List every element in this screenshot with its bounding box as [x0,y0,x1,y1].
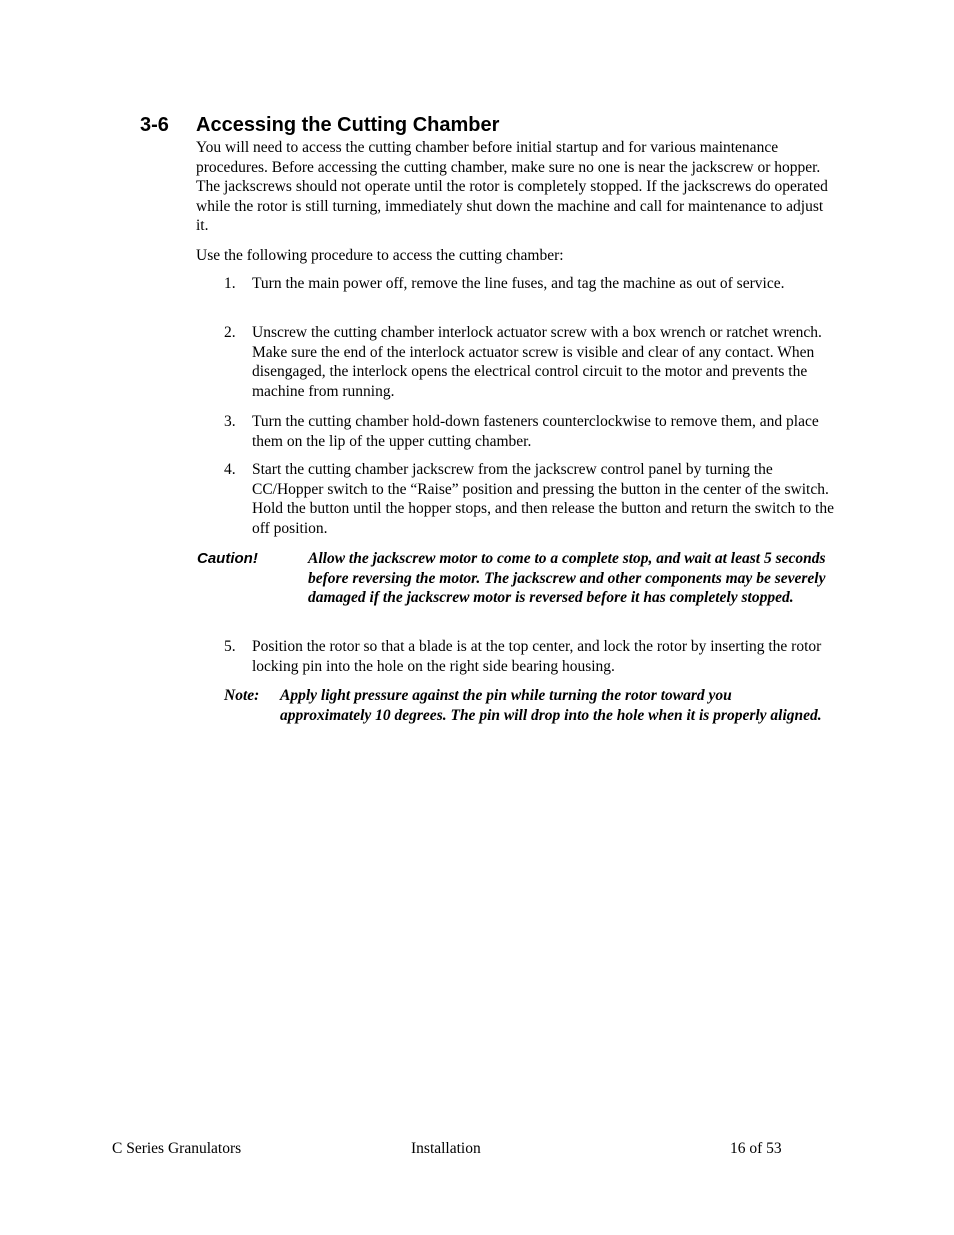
section-heading [140,112,499,138]
step-number: 5. [224,638,236,655]
note-label: Note: [224,687,260,704]
step-text: Turn the main power off, remove the line fuses, and tag the machine as out of service. [252,275,785,292]
step-number: 2. [224,324,236,341]
intro-paragraph: You will need to access the cutting chamber before initial startup and for various maintenance procedures. Before accessing the cutting chamber, make sure no one is near the jackscrew or hopper. The jackscrews should not operate until the rotor is completely stopped. If the jackscrews do operated while the rotor is still turning, immediately shut down the machine and call for maintenance to adjust it. [196,139,828,235]
footer-left: C Series Granulators [112,1140,242,1157]
section-title: Accessing the Cutting Chamber [196,114,500,136]
step-number: 1. [224,275,236,292]
list-item [224,274,836,294]
list-item [224,412,836,451]
section-number: 3-6 [140,114,169,136]
caution-text: Allow the jackscrew motor to come to a complete stop, and wait at least 5 seconds before reversing the motor. The jackscrew and other components may be severely damaged if the jackscrew motor is reversed before it has completely stopped. [308,550,826,607]
list-item [224,323,836,401]
step-text: Position the rotor so that a blade is at the top center, and lock the rotor by inserting the rotor locking pin into the hole on the right side bearing housing. [252,638,822,675]
note-text: Apply light pressure against the pin while turning the rotor toward you approximately 10 degrees. The pin will drop into the hole when it is properly aligned. [280,687,822,724]
footer-center: Installation [411,1140,481,1157]
caution-label: Caution! [197,550,258,567]
list-item [224,460,836,538]
step-text: Unscrew the cutting chamber interlock actuator screw with a box wrench or ratchet wrench. Make sure the end of the interlock actuator screw is visible and clear of any contact. When disengaged, the interlock opens the electrical control circuit to the motor and prevents the machine from running. [252,324,822,400]
list-item [224,637,836,676]
procedure-intro: Use the following procedure to access the cutting chamber: [196,247,564,264]
step-text: Start the cutting chamber jackscrew from the jackscrew control panel by turning the CC/Hopper switch to the “Raise” position and pressing the button in the center of the switch. Hold the button until the hopper stops, and then release the button and return the switch to the off position. [252,461,834,537]
step-number: 3. [224,413,236,430]
footer-page-number: 16 of 53 [730,1140,782,1157]
step-number: 4. [224,461,236,478]
step-text: Turn the cutting chamber hold-down fasteners counterclockwise to remove them, and place them on the lip of the upper cutting chamber. [252,413,819,450]
